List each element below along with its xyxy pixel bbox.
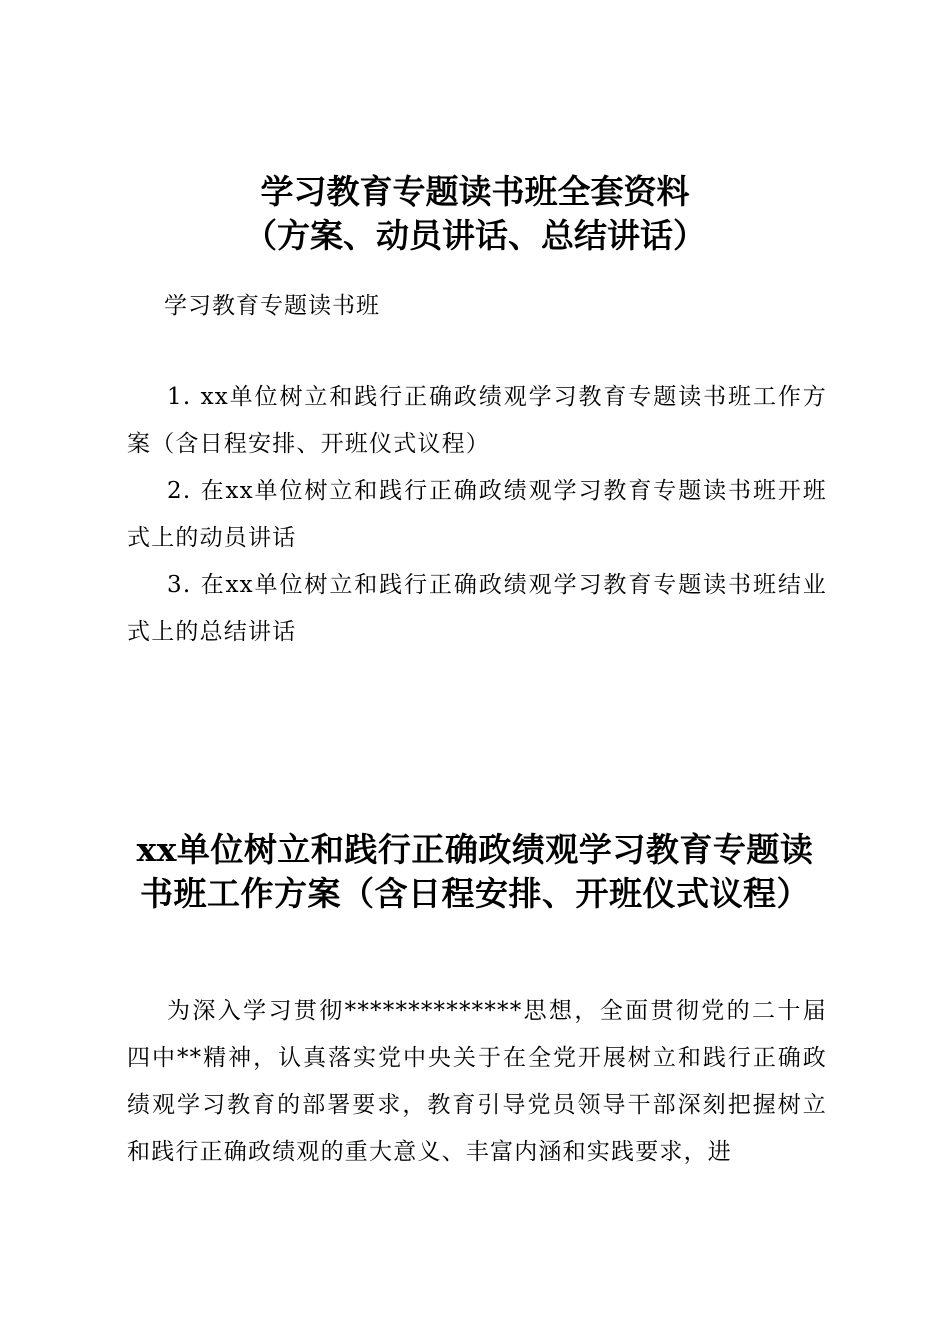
toc-item-3: 3. 在xx单位树立和践行正确政绩观学习教育专题读书班结业式上的总结讲话 (127, 572, 827, 645)
table-of-contents (127, 374, 827, 656)
toc-item-1: 1. xx单位树立和践行正确政绩观学习教育专题读书班工作方案（含日程安排、开班仪式议程） (127, 384, 827, 457)
body-paragraph: 为深入学习贯彻**************思想，全面贯彻党的二十届四中**精神，认真落实党中央关于在全党开展树立和践行正确政绩观学习教育的部署要求，教育引导党员领导干部深刻把握树立和践行正确政绩观的重大意义、丰富内涵和实践要求，进 (127, 998, 827, 1165)
toc-item-2: 2. 在xx单位树立和践行正确政绩观学习教育专题读书班开班式上的动员讲话 (127, 478, 827, 551)
section-title: xx单位树立和践行正确政绩观学习教育专题读书班工作方案（含日程安排、开班仪式议程） (136, 830, 814, 913)
document-title: 学习教育专题读书班全套资料 (260, 172, 690, 211)
document-title-subtitle: （方案、动员讲话、总结讲话） (244, 216, 706, 255)
subheading: 学习教育专题读书班 (164, 293, 380, 319)
